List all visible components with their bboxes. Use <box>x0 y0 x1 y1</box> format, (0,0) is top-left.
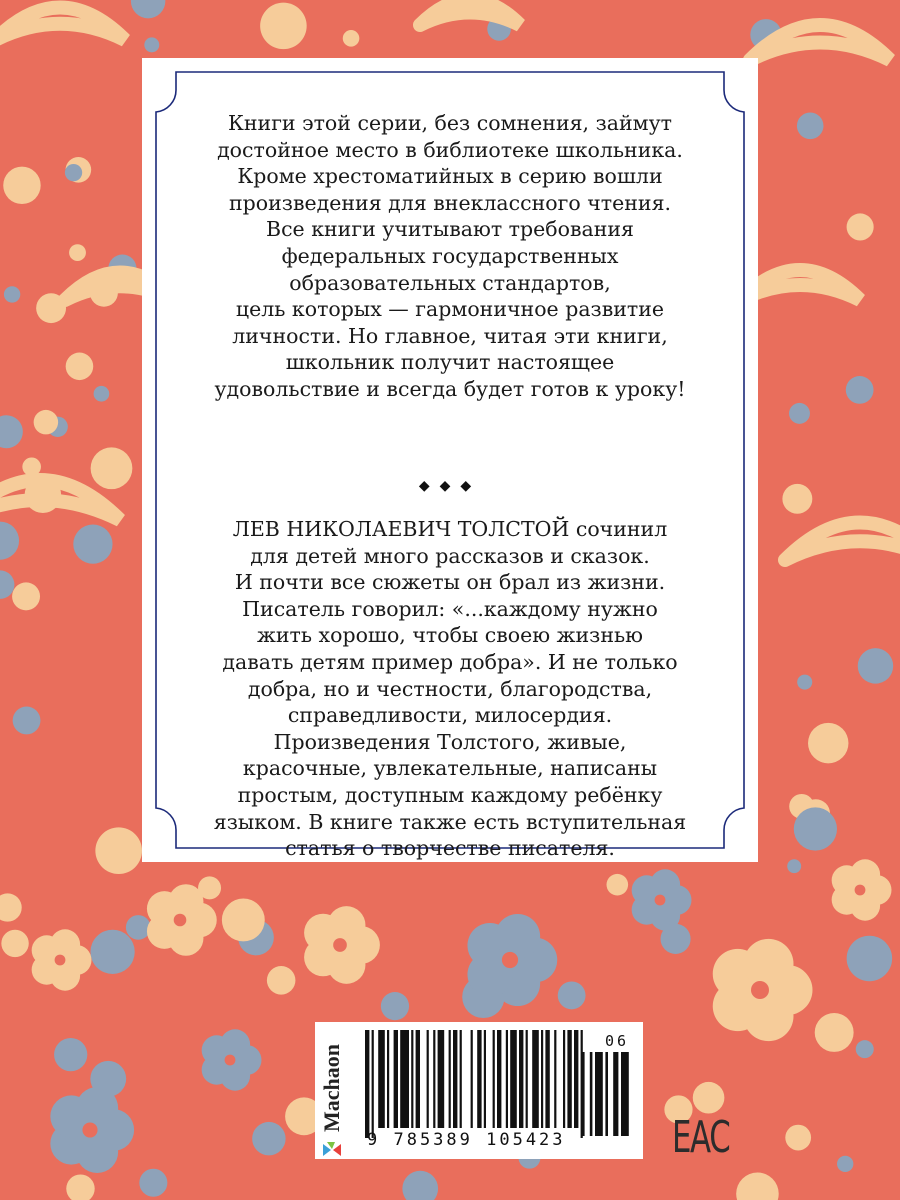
text-line: справедливости, милосердия. <box>287 703 613 728</box>
text-line: цель которых — гармоничное развитие <box>235 297 665 322</box>
dot-ornament <box>3 167 40 204</box>
barcode-addon: 06 <box>605 1032 630 1050</box>
dot-ornament <box>66 1174 94 1200</box>
barcode-bar <box>387 1030 389 1128</box>
description-panel <box>142 58 758 862</box>
dot-ornament <box>693 1082 725 1114</box>
barcode-bar <box>372 1030 374 1138</box>
text-line: Произведения Толстого, живые, <box>273 729 627 754</box>
dot-ornament <box>222 899 265 942</box>
barcode-bar <box>506 1030 508 1128</box>
dot-ornament <box>267 966 296 995</box>
dot-ornament <box>558 981 586 1009</box>
dot-ornament <box>815 1013 854 1052</box>
flower-ornament <box>202 1029 262 1090</box>
swirl-ornament <box>740 270 860 300</box>
text-line: языком. В книге также есть вступительная <box>213 809 687 834</box>
flower-ornament <box>50 1087 134 1173</box>
dot-ornament <box>789 403 810 424</box>
dot-ornament <box>131 0 165 18</box>
dot-ornament <box>794 807 837 850</box>
dot-ornament <box>787 859 801 873</box>
addon-bar <box>595 1052 603 1136</box>
swirl-ornament <box>420 0 520 25</box>
dot-ornament <box>260 3 307 50</box>
text-line: жить хорошо, чтобы своею жизнью <box>257 623 643 648</box>
dot-ornament <box>1 930 28 957</box>
dot-ornament <box>90 930 134 974</box>
text-line: давать детям пример добра». И не только <box>222 649 678 674</box>
text-line: образовательных стандартов, <box>289 270 611 295</box>
flower-ornament <box>32 929 92 990</box>
dot-ornament <box>0 415 23 448</box>
text-line: для детей много рассказов и сказок. <box>250 543 650 568</box>
addon-bar <box>590 1052 593 1136</box>
barcode-bar <box>563 1030 565 1128</box>
text-line: добра, но и честности, благородства, <box>247 676 653 701</box>
barcode-bar <box>477 1030 481 1128</box>
series-description <box>142 110 758 403</box>
text-line: Книги этой серии, без сомнения, займут <box>228 111 672 135</box>
text-line: Писатель говорил: «...каждому нужно <box>242 596 658 621</box>
barcode-bar <box>365 1030 369 1138</box>
dot-ornament <box>290 26 304 40</box>
barcode-bar <box>484 1030 486 1128</box>
author-description <box>142 516 758 862</box>
barcode-bar <box>411 1030 413 1128</box>
dot-ornament <box>847 936 892 981</box>
dot-ornament <box>12 582 40 610</box>
text-line: удовольствие и всегда будет готов к уроку! <box>214 376 686 401</box>
dot-ornament <box>808 723 848 763</box>
dot-ornament <box>144 37 159 52</box>
dot-ornament <box>402 1171 438 1200</box>
dot-ornament <box>13 707 41 735</box>
barcode-bar <box>532 1030 539 1128</box>
addon-bar <box>605 1052 608 1136</box>
barcode-bar <box>497 1030 501 1128</box>
text-line: красочные, увлекательные, написаны <box>242 756 658 781</box>
text-line: достойное место в библиотеке школьника. <box>217 137 683 162</box>
text-line: личности. Но главное, читая эти книги, <box>232 323 668 348</box>
barcode-bar <box>460 1030 462 1128</box>
addon-bar <box>613 1052 618 1136</box>
barcode-bar <box>453 1030 457 1128</box>
barcode-bar <box>554 1030 556 1128</box>
dot-ornament <box>4 286 20 302</box>
dot-ornament <box>343 30 360 47</box>
barcode-bar <box>378 1030 385 1128</box>
text-line: статья о творчестве писателя. <box>285 836 615 861</box>
addon-bar <box>582 1052 585 1136</box>
flower-ornament <box>467 914 557 1006</box>
text-line: И почти все сюжеты он брал из жизни. <box>234 570 666 595</box>
dot-ornament <box>252 1122 285 1155</box>
text-line: произведения для внеклассного чтения. <box>228 190 672 215</box>
dot-ornament <box>126 915 151 940</box>
dot-ornament <box>736 1172 779 1200</box>
text-line: федеральных государственных <box>281 243 619 268</box>
dot-ornament <box>94 386 110 402</box>
barcode-bar <box>394 1030 398 1128</box>
barcode-bar <box>574 1030 578 1128</box>
text-line: школьник получит настоящее <box>285 350 615 375</box>
barcode-bar <box>471 1030 473 1128</box>
swirl-ornament <box>0 8 125 41</box>
barcode-bar <box>427 1030 429 1128</box>
text-line: Все книги учитывают требования <box>266 217 634 242</box>
isbn-digits: 9 785389 105423 <box>367 1130 566 1150</box>
addon-bar <box>621 1052 629 1136</box>
flower-ornament <box>713 939 813 1041</box>
flower-ornament <box>832 859 892 920</box>
dot-ornament <box>65 164 82 181</box>
dot-ornament <box>607 874 629 896</box>
dot-ornament <box>0 522 19 560</box>
separator-diamonds: ◆◆◆ <box>418 478 482 494</box>
eac-mark: EAC <box>672 1112 730 1163</box>
swirl-ornament <box>785 523 900 561</box>
flower-ornament <box>304 906 380 984</box>
barcode-bar <box>433 1030 435 1128</box>
dot-ornament <box>95 827 142 874</box>
barcode-bar <box>541 1030 543 1128</box>
dot-ornament <box>381 992 409 1020</box>
barcode-bar <box>567 1030 571 1128</box>
text-line: простым, доступным каждому ребёнку <box>237 782 663 807</box>
dot-ornament <box>846 376 874 404</box>
barcode-bar <box>438 1030 445 1128</box>
dot-ornament <box>858 648 893 683</box>
barcode-bar <box>526 1030 528 1128</box>
dot-ornament <box>66 353 94 381</box>
dot-ornament <box>856 1040 874 1058</box>
flower-ornament <box>632 869 692 930</box>
dot-ornament <box>34 410 58 434</box>
barcode-bar <box>519 1030 523 1128</box>
barcode-bar <box>545 1030 549 1128</box>
barcode-bar <box>400 1030 409 1128</box>
dot-ornament <box>0 893 22 921</box>
barcode-bar <box>449 1030 451 1128</box>
dot-ornament <box>797 675 812 690</box>
dot-ornament <box>837 1156 853 1172</box>
dot-ornament <box>139 1169 167 1197</box>
text-line: Кроме хрестоматийных в серию вошли <box>237 164 663 189</box>
dot-ornament <box>785 1125 811 1151</box>
dot-ornament <box>73 525 112 564</box>
barcode-bar <box>510 1030 517 1128</box>
text-line: ЛЕВ НИКОЛАЕВИЧ ТОЛСТОЙ сочинил <box>232 517 668 541</box>
dot-ornament <box>797 113 824 140</box>
dot-ornament <box>62 1050 77 1065</box>
dot-ornament <box>91 447 133 489</box>
isbn-barcode <box>315 1022 643 1159</box>
dot-ornament <box>782 484 812 514</box>
barcode-bar <box>493 1030 495 1128</box>
dot-ornament <box>847 213 874 240</box>
machaon-logo: Machaon <box>319 1030 349 1150</box>
barcode-bar <box>416 1030 420 1128</box>
butterfly-icon <box>321 1142 343 1158</box>
dot-ornament <box>69 244 86 261</box>
